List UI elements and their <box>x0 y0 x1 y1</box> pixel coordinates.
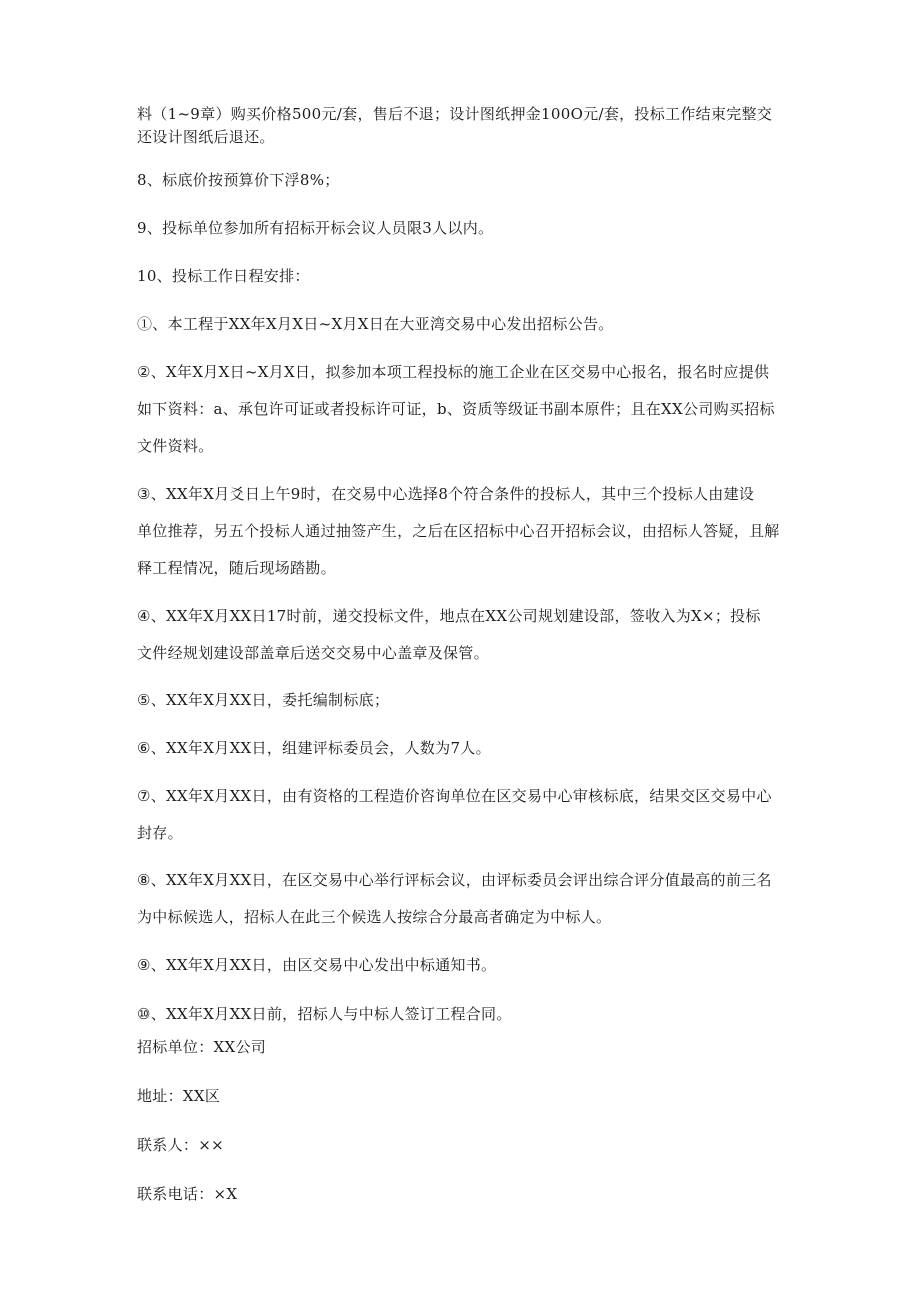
schedule-4-line-2: 文件经规划建设部盖章后送交交易中心盖章及保管。 <box>137 644 489 662</box>
schedule-8-line-1: ⑧、XX年X月XX日，在区交易中心举行评标会议，由评标委员会评出综合评分值最高的前三名 <box>137 871 772 889</box>
schedule-6-line: ⑥、XX年X月XX日，组建评标委员会，人数为7人。 <box>137 739 491 757</box>
materials-price-line-1: 料（1~9章）购买价格500元/套，售后不退；设计图纸押金100O元/套，投标工作结束完整交 <box>137 105 773 123</box>
contact-address: 地址：XX区 <box>137 1087 221 1105</box>
schedule-4-line-1: ④、XX年X月XX日17时前，递交投标文件，地点在XX公司规划建设部，签收入为X×；投标 <box>137 607 761 625</box>
schedule-2-line-3: 文件资料。 <box>137 437 214 455</box>
item-9-line: 9、投标单位参加所有招标开标会议人员限3人以内。 <box>137 219 494 237</box>
schedule-2-line-1: ②、X年X月X日~X月X日，拟参加本项工程投标的施工企业在区交易中心报名，报名时应提供 <box>137 363 770 381</box>
schedule-8-line-2: 为中标候选人，招标人在此三个候选人按综合分最高者确定为中标人。 <box>137 908 612 926</box>
item-8-line: 8、标底价按预算价下浮8%； <box>137 171 340 189</box>
contact-person: 联系人：×× <box>137 1136 224 1154</box>
schedule-3-line-1: ③、XX年X月爻日上午9时，在交易中心选择8个符合条件的投标人，其中三个投标人由建设 <box>137 485 755 503</box>
schedule-10-line: ⑩、XX年X月XX日前，招标人与中标人签订工程合同。 <box>137 1005 512 1023</box>
schedule-5-line: ⑤、XX年X月XX日，委托编制标底； <box>137 691 390 709</box>
contact-unit: 招标单位：XX公司 <box>137 1038 267 1056</box>
contact-phone: 联系电话：×X <box>137 1185 238 1203</box>
schedule-9-line: ⑨、XX年X月XX日，由区交易中心发出中标通知书。 <box>137 956 497 974</box>
schedule-1-line: ①、本工程于XX年X月X日~X月X日在大亚湾交易中心发出招标公告。 <box>137 315 614 333</box>
item-10-line: 10、投标工作日程安排： <box>137 267 310 285</box>
schedule-3-line-2: 单位推荐，另五个投标人通过抽签产生，之后在区招标中心召开招标会议，由招标人答疑，且解 <box>137 522 780 540</box>
schedule-3-line-3: 释工程情况，随后现场踏勘。 <box>137 559 336 577</box>
schedule-7-line-1: ⑦、XX年X月XX日，由有资格的工程造价咨询单位在区交易中心审核标底，结果交区交易中心 <box>137 787 772 805</box>
materials-price-line-2: 还设计图纸后退还。 <box>137 128 275 146</box>
schedule-7-line-2: 封存。 <box>137 824 183 842</box>
schedule-2-line-2: 如下资料：a、承包许可证或者投标许可证，b、资质等级证书副本原件；且在XX公司购买招标 <box>137 400 775 418</box>
